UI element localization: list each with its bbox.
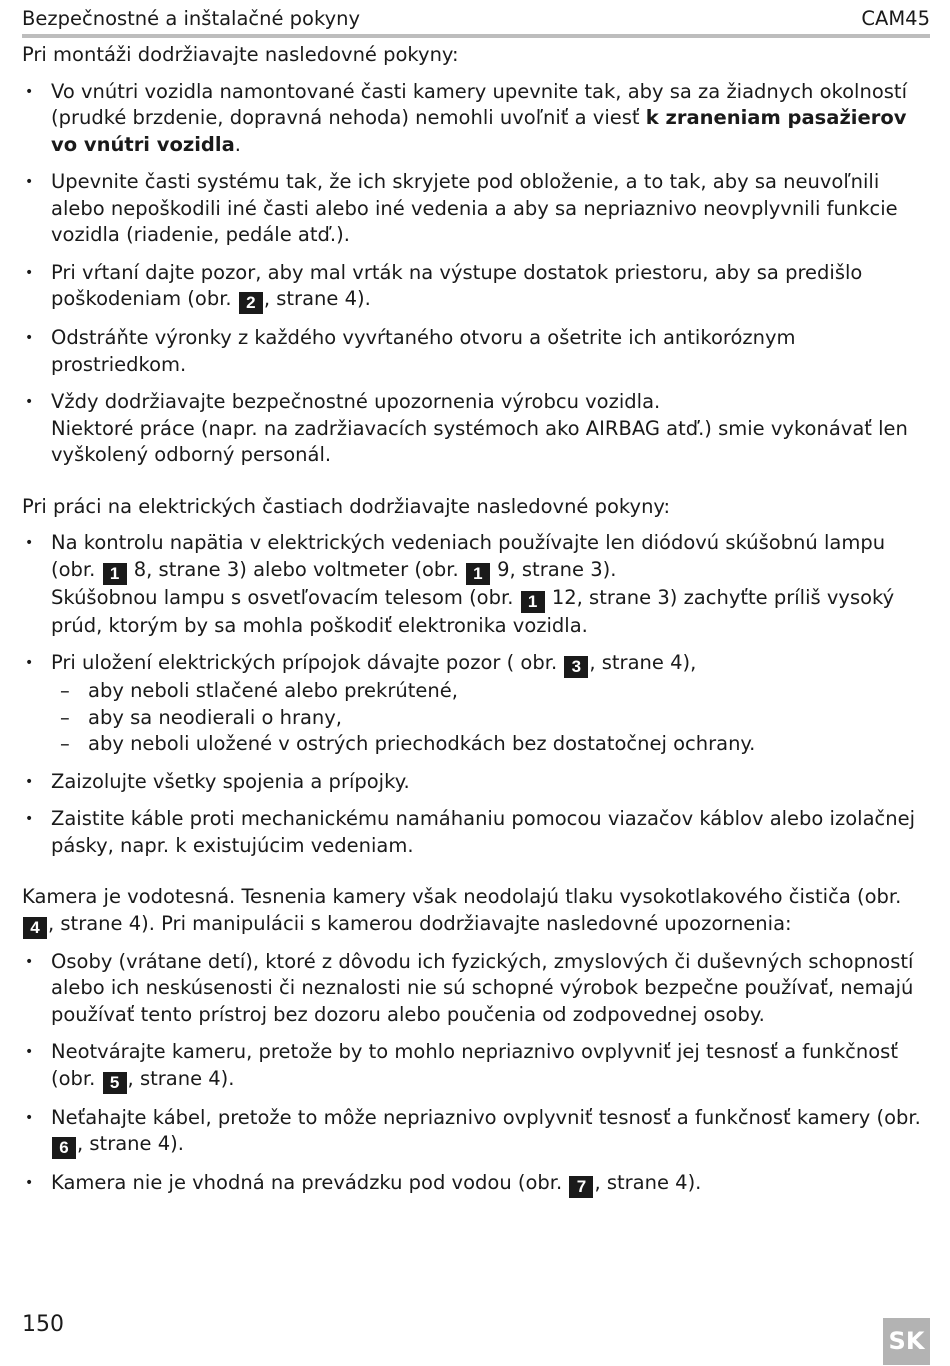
page-content xyxy=(22,42,932,1209)
text: , strane 4). xyxy=(127,1066,235,1090)
text: Neotvárajte kameru, pretože by to mohlo nepriaznivo ovplyvniť jej tesnosť a funkčnosť (obr. xyxy=(51,1040,898,1090)
list-item xyxy=(22,1039,932,1094)
text: Skúšobnou lampu s osvetľovacím telesom (obr. xyxy=(51,585,520,609)
text: Vždy dodržiavajte bezpečnostné upozornenia výrobcu vozidla. xyxy=(51,390,661,413)
text: 9, strane 3). xyxy=(490,557,617,581)
text: , strane 4). xyxy=(594,1171,702,1194)
text: 8, strane 3) alebo voltmeter (obr. xyxy=(127,557,465,581)
water-list xyxy=(22,949,932,1199)
text: . xyxy=(234,132,241,156)
list-item xyxy=(22,530,932,639)
text: , strane 4). xyxy=(263,287,371,310)
figure-ref-badge: 1 xyxy=(103,563,127,585)
text: Kamera nie je vhodná na prevádzku pod vodou (obr. xyxy=(51,1171,569,1194)
list-item xyxy=(22,650,932,758)
list-item: • Upevnite časti systému tak, že ich skryjete pod obloženie, a to tak, aby sa neuvoľnili alebo nepoškodili iné časti alebo iné vedenia a aby sa nepriaznivo neovplyvnili funkcie vozidla (riadenie, pedále atď.). xyxy=(22,169,932,249)
figure-ref-badge: 1 xyxy=(466,563,490,585)
text: , strane 4). xyxy=(77,1132,184,1155)
figure-ref-badge: 5 xyxy=(103,1072,127,1094)
list-item xyxy=(22,389,932,469)
mounting-list xyxy=(22,79,932,469)
list-item: • Osoby (vrátane detí), ktoré z dôvodu ich fyzických, zmyslových či duševných schopností alebo ich neskúsenosti či neznalosti nie sú schopné výrobok bezpečne používať, nemajú používať tento prístroj bez dozoru alebo poučenia od zodpovednej osoby. xyxy=(22,949,932,1029)
section-title: Bezpečnostné a inštalačné pokyny xyxy=(22,7,361,30)
dash-item: – aby neboli stlačené alebo prekrútené, xyxy=(51,678,932,705)
page-number: 150 xyxy=(22,1312,64,1337)
dash-list xyxy=(51,678,932,758)
list-item: • Odstráňte výronky z každého vyvŕtaného otvoru a ošetrite ich antikoróznym prostriedkom. xyxy=(22,325,932,378)
text: Na kontrolu napätia v elektrických vedeniach používajte len diódovú skúšobnú lampu (obr. xyxy=(51,531,886,581)
language-badge: SK xyxy=(883,1318,930,1365)
text: , strane 4), xyxy=(589,651,697,674)
text: 12, strane 3) zachyťte príliš vysoký prúd, ktorým by sa mohla poškodiť elektronika vozidla. xyxy=(51,585,895,637)
water-intro xyxy=(22,884,932,939)
list-item xyxy=(22,1105,932,1160)
text: Niektoré práce (napr. na zadržiavacích systémoch ako AIRBAG atď.) smie vykonávať len vyškolený odborný personál. xyxy=(51,416,908,466)
figure-ref-badge: 6 xyxy=(52,1137,76,1159)
text: Neťahajte kábel, pretože to môže nepriaznivo ovplyvniť tesnosť a funkčnosť kamery (obr. xyxy=(51,1105,921,1129)
page-header xyxy=(22,6,930,38)
model-name: CAM45 xyxy=(861,7,930,30)
figure-ref-badge: 3 xyxy=(564,656,588,678)
text: , strane 4). Pri manipulácii s kamerou dodržiavajte nasledovné upozornenia: xyxy=(48,911,792,935)
text: Kamera je vodotesná. Tesnenia kamery však neodolajú tlaku vysokotlakového čističa (obr. xyxy=(22,885,902,908)
list-item: • Zaizolujte všetky spojenia a prípojky. xyxy=(22,769,932,796)
text: Pri uložení elektrických prípojok dávajte pozor ( obr. xyxy=(51,651,564,674)
list-item: • Zaistite káble proti mechanickému namáhaniu pomocou viazačov káblov alebo izolačnej pásky, napr. k existujúcim vedeniam. xyxy=(22,806,932,859)
electrical-intro: Pri práci na elektrických častiach dodržiavajte nasledovné pokyny: xyxy=(22,494,671,518)
figure-ref-badge: 2 xyxy=(239,292,263,314)
dash-item: – aby sa neodierali o hrany, xyxy=(51,705,932,732)
figure-ref-badge: 1 xyxy=(521,591,545,613)
figure-ref-badge: 4 xyxy=(23,917,47,939)
figure-ref-badge: 7 xyxy=(569,1176,593,1198)
list-item xyxy=(22,1170,932,1198)
emphasis-text: k zraneniam pasažierov vo vnútri vozidla xyxy=(51,106,907,156)
text: Vo vnútri vozidla namontované časti kamery upevnite tak, aby sa za žiadnych okolností (prudké brzdenie, dopravná nehoda) nemohli uvoľniť a viesť xyxy=(51,79,907,129)
text: Pri vŕtaní dajte pozor, aby mal vrták na výstupe dostatok priestoru, aby sa predišlo poškodeniam (obr. xyxy=(51,260,863,310)
dash-item: – aby neboli uložené v ostrých priechodkách bez dostatočnej ochrany. xyxy=(51,731,932,758)
list-item xyxy=(22,79,932,159)
list-item xyxy=(22,260,932,315)
mounting-intro: Pri montáži dodržiavajte nasledovné pokyny: xyxy=(22,43,459,66)
electrical-list xyxy=(22,530,932,859)
